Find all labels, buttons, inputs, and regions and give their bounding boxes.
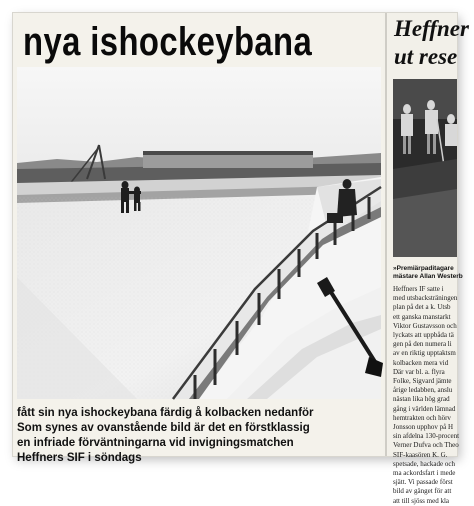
side-body-line: sin afdelna 130-procent <box>393 432 460 441</box>
side-body-line: Verner Dufva och Theo <box>393 441 459 450</box>
side-body-line: nästan lika hög grad <box>393 395 450 404</box>
side-body-line: sjätt. Vi passade först <box>393 478 453 487</box>
photo-caption <box>17 406 381 466</box>
article-headline: nya ishockeybana <box>23 20 313 64</box>
side-body-line: hemtrakten och hörv <box>393 413 451 422</box>
caption-line: fått sin nya ishockeybana färdig å kolbacken nedanför <box>17 407 314 419</box>
side-body-line: Heffners IF satte i <box>393 285 444 293</box>
side-body-line: av en riktig upptaktsm <box>393 349 456 358</box>
caption-line: en infriade förväntningarna vid invigningsmatchen <box>17 437 294 449</box>
side-body-line: spetsade, hackade och <box>393 459 455 468</box>
side-body-line: Folke, Sigvard jämte <box>393 377 452 386</box>
newspaper-clipping <box>13 13 469 505</box>
caption-line: Som synes av ovanstående bild är det en förstklassig <box>17 422 310 434</box>
column-divider <box>385 13 387 456</box>
side-body-line: kolbacken mera vid <box>393 358 449 367</box>
main-article <box>13 13 383 464</box>
side-caption-line: »Premiärpaditagare <box>393 265 454 272</box>
side-caption-line: mästare Allan Westerb <box>393 273 463 280</box>
side-body-line: plan på det a k. Utsb <box>393 303 451 312</box>
ice-rink-photo <box>17 67 381 399</box>
side-photo-caption <box>393 265 463 281</box>
side-body-line: årige ledabben, anslu <box>393 386 453 395</box>
side-body-line: SIF-kaasören K. G. <box>393 450 448 459</box>
side-article-headline <box>394 15 474 71</box>
side-article-body <box>393 285 460 506</box>
caption-line: Heffners SIF i söndags <box>17 452 142 464</box>
side-body-line: bild av gänget för att <box>393 487 452 496</box>
side-body-line: ett ganska manstarkt <box>393 312 451 321</box>
side-body-line: gång i världen lämnad <box>393 404 456 413</box>
side-headline-line: Heffner <box>394 16 469 41</box>
side-body-line: lyckats att uppbåda tä <box>393 331 454 340</box>
side-body-line: gen på den numera li <box>393 340 452 349</box>
side-body-line: att till sjöss med kla <box>393 496 449 505</box>
side-body-line: Där var bl. a. flyra <box>393 367 445 376</box>
side-article <box>388 13 469 505</box>
side-body-line: Viktor Gustavsson och <box>393 321 457 330</box>
side-body-line: Jonsson upphov på H <box>393 423 454 432</box>
side-body-line: med utsbacksträningen <box>393 294 458 303</box>
side-body-line: ma ackordsfart i mede <box>393 469 456 478</box>
workers-photo <box>393 79 457 257</box>
side-headline-line: ut rese <box>394 44 458 69</box>
